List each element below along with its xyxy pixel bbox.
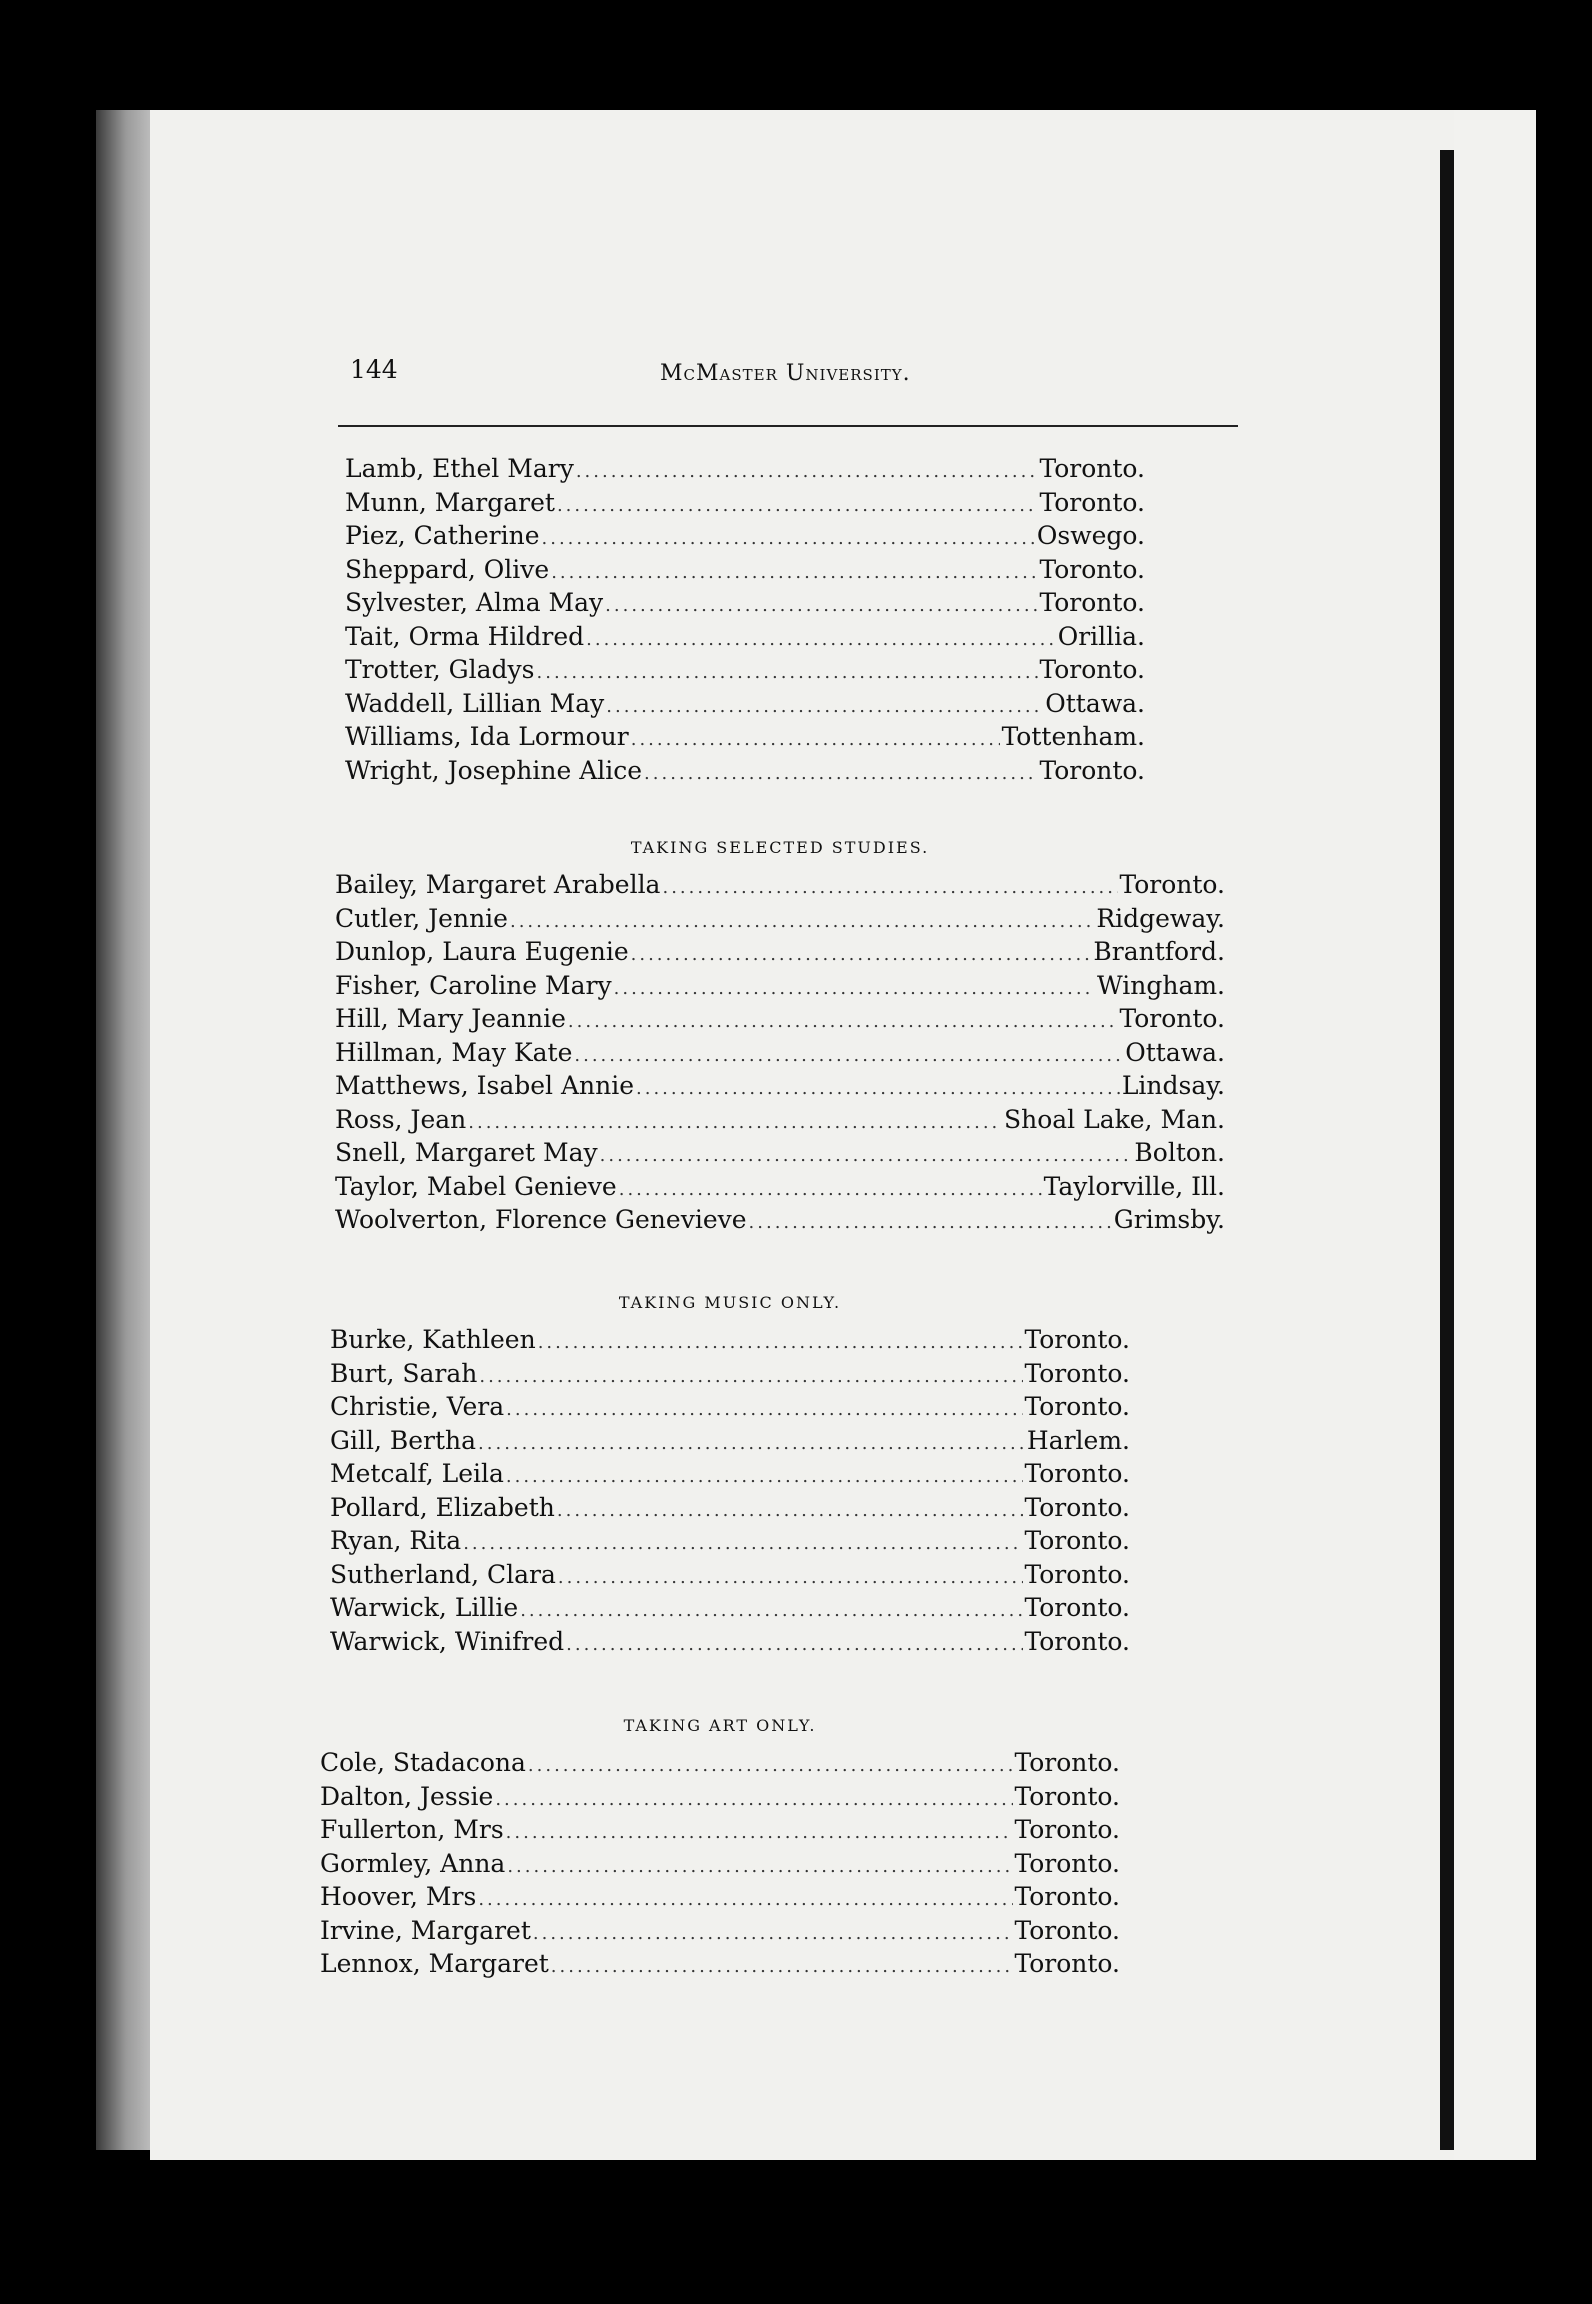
student-place: Toronto.: [1024, 1392, 1130, 1421]
student-name: Sutherland, Clara: [330, 1559, 556, 1589]
student-name: Hillman, May Kate: [335, 1037, 573, 1067]
list-item: [345, 553, 1145, 587]
dot-leader: [574, 1039, 1123, 1073]
dot-leader: [520, 1594, 1022, 1628]
list-item: [345, 720, 1145, 754]
student-name: Christie, Vera: [330, 1392, 505, 1421]
student-name: Fullerton, Mrs: [320, 1815, 504, 1844]
dot-leader: [606, 690, 1043, 724]
student-name: Tait, Orma Hildred: [345, 621, 585, 651]
student-place: Toronto.: [1119, 1004, 1225, 1033]
student-place: Wingham.: [1096, 970, 1225, 1000]
student-place: Ridgeway.: [1096, 903, 1225, 933]
student-name: Wright, Josephine Alice: [345, 755, 643, 785]
list-item: [345, 620, 1145, 654]
student-name: Trotter, Gladys: [345, 655, 535, 684]
dot-leader: [600, 1139, 1133, 1173]
list-item: [335, 1136, 1225, 1170]
header-rule: [338, 425, 1238, 427]
section-heading: TAKING MUSIC ONLY.: [618, 1293, 842, 1312]
student-name: Gormley, Anna: [320, 1848, 506, 1878]
student-name: Hill, Mary Jeannie: [335, 1004, 566, 1033]
dot-leader: [749, 1206, 1112, 1240]
dot-leader: [538, 1326, 1023, 1360]
dot-leader: [551, 1950, 1013, 1984]
list-item: [335, 1069, 1225, 1103]
student-name: Hoover, Mrs: [320, 1882, 477, 1911]
list-item: [335, 969, 1225, 1003]
list-item: [320, 1746, 1120, 1780]
list-item: [320, 1847, 1120, 1881]
student-name: Fisher, Caroline Mary: [335, 970, 612, 1000]
student-place: Toronto.: [1039, 454, 1145, 483]
student-place: Toronto.: [1039, 487, 1145, 517]
student-place: Toronto.: [1014, 1949, 1120, 1978]
dot-leader: [506, 1393, 1022, 1427]
list-item: [335, 902, 1225, 936]
list-item: [320, 1914, 1120, 1948]
student-name: Ryan, Rita: [330, 1526, 462, 1555]
student-place: Bolton.: [1134, 1138, 1225, 1167]
student-name: Lennox, Margaret: [320, 1949, 549, 1978]
running-title: McMaster University.: [660, 361, 911, 386]
student-place: Toronto.: [1024, 1358, 1130, 1388]
student-place: Toronto.: [1014, 1915, 1120, 1945]
scan-border-right: [1536, 100, 1592, 2180]
dot-leader: [551, 556, 1037, 590]
student-name: Cutler, Jennie: [335, 903, 508, 933]
dot-leader: [495, 1783, 1012, 1817]
dot-leader: [542, 522, 1035, 556]
student-place: Tottenham.: [1001, 722, 1145, 751]
student-name: Williams, Ida Lormour: [345, 722, 629, 751]
list-item: [330, 1591, 1130, 1625]
student-place: Brantford.: [1093, 937, 1225, 966]
student-name: Warwick, Lillie: [330, 1593, 519, 1622]
page-number: 144: [350, 355, 398, 384]
dot-leader: [636, 1072, 1120, 1106]
student-name: Matthews, Isabel Annie: [335, 1071, 635, 1100]
list-item: [330, 1558, 1130, 1592]
student-name: Snell, Margaret May: [335, 1138, 598, 1167]
student-place: Toronto.: [1024, 1459, 1130, 1488]
list-item: [345, 653, 1145, 687]
student-name: Ross, Jean: [335, 1104, 467, 1134]
list-item: [345, 586, 1145, 620]
list-item: [330, 1390, 1130, 1424]
student-place: Grimsby.: [1113, 1205, 1225, 1234]
student-name: Bailey, Margaret Arabella: [335, 870, 661, 899]
dot-leader: [631, 723, 1000, 757]
list-item: [330, 1491, 1130, 1525]
student-place: Oswego.: [1036, 521, 1145, 550]
student-name: Waddell, Lillian May: [345, 688, 605, 718]
student-place: Toronto.: [1024, 1559, 1130, 1589]
dot-leader: [586, 623, 1056, 657]
student-place: Toronto.: [1014, 1781, 1120, 1811]
dot-leader: [619, 1173, 1042, 1207]
student-name: Metcalf, Leila: [330, 1459, 504, 1488]
student-place: Lindsay.: [1121, 1071, 1225, 1100]
student-name: Dalton, Jessie: [320, 1781, 494, 1811]
student-name: Munn, Margaret: [345, 487, 555, 517]
student-place: Shoal Lake, Man.: [1003, 1104, 1225, 1134]
list-item: [320, 1813, 1120, 1847]
list-item: [345, 486, 1145, 520]
student-place: Orillia.: [1057, 621, 1145, 651]
dot-leader: [507, 1850, 1012, 1884]
student-place: Toronto.: [1039, 554, 1145, 584]
list-item: [330, 1457, 1130, 1491]
student-place: Toronto.: [1014, 1848, 1120, 1878]
list-item: [330, 1625, 1130, 1659]
student-name: Lamb, Ethel Mary: [345, 454, 574, 483]
dot-leader: [537, 656, 1038, 690]
dot-leader: [506, 1816, 1013, 1850]
dot-leader: [479, 1360, 1022, 1394]
student-name: Burt, Sarah: [330, 1358, 478, 1388]
dot-leader: [662, 871, 1117, 905]
student-place: Taylorville, Ill.: [1043, 1171, 1225, 1201]
list-item: [320, 1780, 1120, 1814]
student-place: Toronto.: [1039, 588, 1145, 617]
dot-leader: [614, 972, 1095, 1006]
student-name: Piez, Catherine: [345, 521, 540, 550]
student-name: Woolverton, Florence Genevieve: [335, 1205, 747, 1234]
student-place: Toronto.: [1119, 870, 1225, 899]
page-header: [350, 355, 1250, 395]
list-item: [330, 1424, 1130, 1458]
student-name: Pollard, Elizabeth: [330, 1492, 555, 1522]
dot-leader: [576, 455, 1038, 489]
list-item: [345, 452, 1145, 486]
section-heading: TAKING ART ONLY.: [623, 1716, 817, 1735]
list-item: [335, 1103, 1225, 1137]
dot-leader: [478, 1427, 1025, 1461]
student-name: Warwick, Winifred: [330, 1626, 565, 1656]
dot-leader: [605, 589, 1037, 623]
section-heading: TAKING SELECTED STUDIES.: [630, 838, 930, 857]
art-only-section: [320, 1706, 1120, 1981]
student-name: Sheppard, Olive: [345, 554, 550, 584]
dot-leader: [557, 489, 1038, 523]
student-place: Toronto.: [1024, 1325, 1130, 1354]
dot-leader: [566, 1628, 1022, 1662]
student-place: Toronto.: [1024, 1526, 1130, 1555]
student-place: Harlem.: [1026, 1425, 1130, 1455]
main-list: [345, 452, 1145, 787]
list-item: [335, 1170, 1225, 1204]
student-place: Toronto.: [1039, 755, 1145, 785]
student-place: Toronto.: [1014, 1815, 1120, 1844]
list-item: [335, 868, 1225, 902]
student-place: Ottawa.: [1125, 1037, 1225, 1067]
list-item: [335, 1002, 1225, 1036]
student-place: Toronto.: [1024, 1492, 1130, 1522]
list-item: [345, 754, 1145, 788]
dot-leader: [528, 1749, 1013, 1783]
student-place: Toronto.: [1024, 1593, 1130, 1622]
dot-leader: [631, 938, 1092, 972]
dot-leader: [478, 1883, 1012, 1917]
student-name: Dunlop, Laura Eugenie: [335, 937, 629, 966]
student-place: Toronto.: [1024, 1626, 1130, 1656]
dot-leader: [463, 1527, 1022, 1561]
list-item: [345, 687, 1145, 721]
dot-leader: [510, 905, 1094, 939]
dot-leader: [506, 1460, 1023, 1494]
dot-leader: [557, 1494, 1023, 1528]
list-item: [320, 1947, 1120, 1981]
student-place: Toronto.: [1014, 1748, 1120, 1777]
dot-leader: [468, 1106, 1002, 1140]
music-only-section: [330, 1283, 1130, 1658]
list-item: [330, 1524, 1130, 1558]
list-item: [320, 1880, 1120, 1914]
dot-leader: [533, 1917, 1013, 1951]
list-item: [330, 1357, 1130, 1391]
student-place: Ottawa.: [1045, 688, 1145, 718]
dot-leader: [644, 757, 1037, 791]
list-item: [335, 1203, 1225, 1237]
student-name: Burke, Kathleen: [330, 1325, 536, 1354]
student-name: Taylor, Mabel Genieve: [335, 1171, 617, 1201]
student-name: Gill, Bertha: [330, 1425, 477, 1455]
student-place: Toronto.: [1039, 655, 1145, 684]
student-name: Cole, Stadacona: [320, 1748, 526, 1777]
list-item: [330, 1323, 1130, 1357]
list-item: [345, 519, 1145, 553]
list-item: [335, 935, 1225, 969]
dot-leader: [568, 1005, 1118, 1039]
student-name: Irvine, Margaret: [320, 1915, 531, 1945]
selected-studies-section: [335, 828, 1225, 1237]
student-name: Sylvester, Alma May: [345, 588, 604, 617]
student-place: Toronto.: [1014, 1882, 1120, 1911]
page-gutter-shadow: [1440, 150, 1454, 2150]
list-item: [335, 1036, 1225, 1070]
dot-leader: [558, 1561, 1023, 1595]
